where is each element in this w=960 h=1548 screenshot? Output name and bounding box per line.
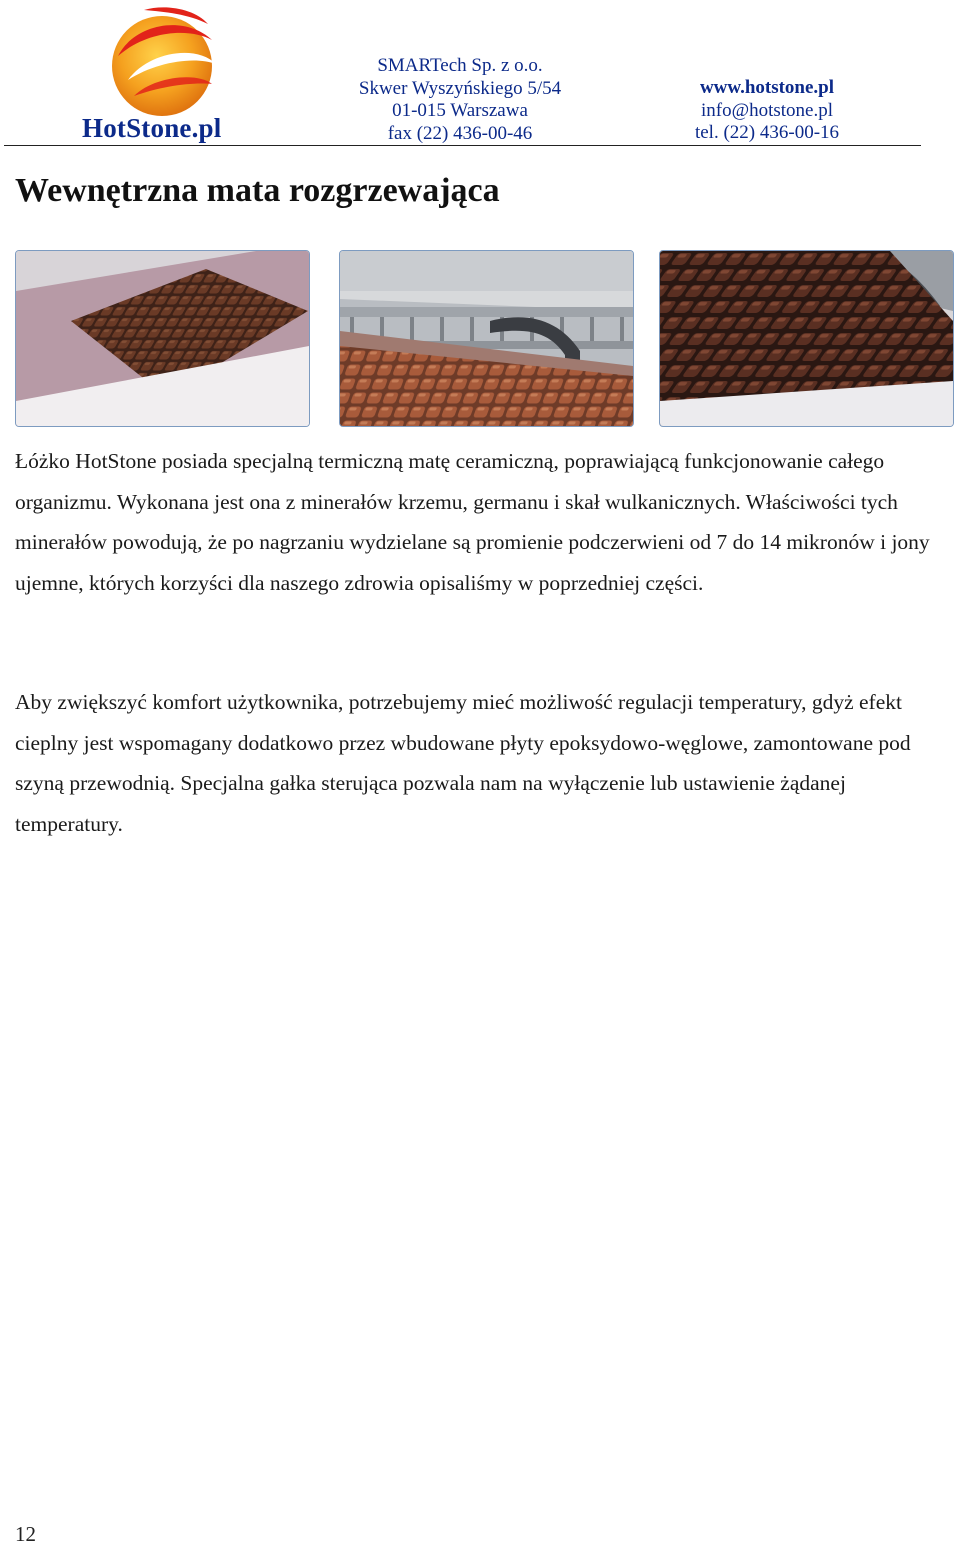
website-link[interactable]: www.hotstone.pl [699,77,835,98]
page-header [0,0,960,150]
phone-number: tel. (22) 436-00-16 [694,122,840,143]
header-divider [4,145,921,146]
page-title: Wewnętrzna mata rozgrzewająca [15,172,500,209]
email-link[interactable]: info@hotstone.pl [700,99,834,121]
city-address: 01-015 Warszawa [392,100,528,121]
fax-number: fax (22) 436-00-46 [387,122,533,144]
street-address: Skwer Wyszyńskiego 5/54 [358,77,562,99]
contact-info [672,77,862,145]
company-address [340,55,580,145]
ceramic-mat-photo-3 [659,250,954,427]
hotstone-logo-icon [104,4,224,120]
company-name: SMARTech Sp. z o.o. [377,55,543,76]
paragraph-mat-description: Łóżko HotStone posiada specjalną termiczną matę ceramiczną, poprawiającą funkcjonowanie całego organizmu. Wykonana jest ona z minerałów krzemu, germanu i skał wulkanicznych. Właściwości tych minerałów powodują, że po nagrzaniu wydzielane są promienie podczerwieni od 7 do 14 mikronów i jony ujemne, których korzyści dla naszego zdrowia opisaliśmy w poprzedniej części. [15,449,930,595]
paragraph-temperature-control: Aby zwiększyć komfort użytkownika, potrzebujemy mieć możliwość regulacji temperatury, gdyż efekt cieplny jest wspomagany dodatkowo przez wbudowane płyty epoksydowo-węglowe, zamontowane pod szyną przewodnią. Specjalna gałka sterująca pozwala nam na wyłączenie lub ustawienie żądanej temperatury. [15,690,911,836]
ceramic-mat-photo-1 [15,250,310,427]
brand-name: HotStone.pl [82,113,222,143]
page-number: 12 [15,1522,36,1546]
ceramic-mat-photo-2 [339,250,634,427]
